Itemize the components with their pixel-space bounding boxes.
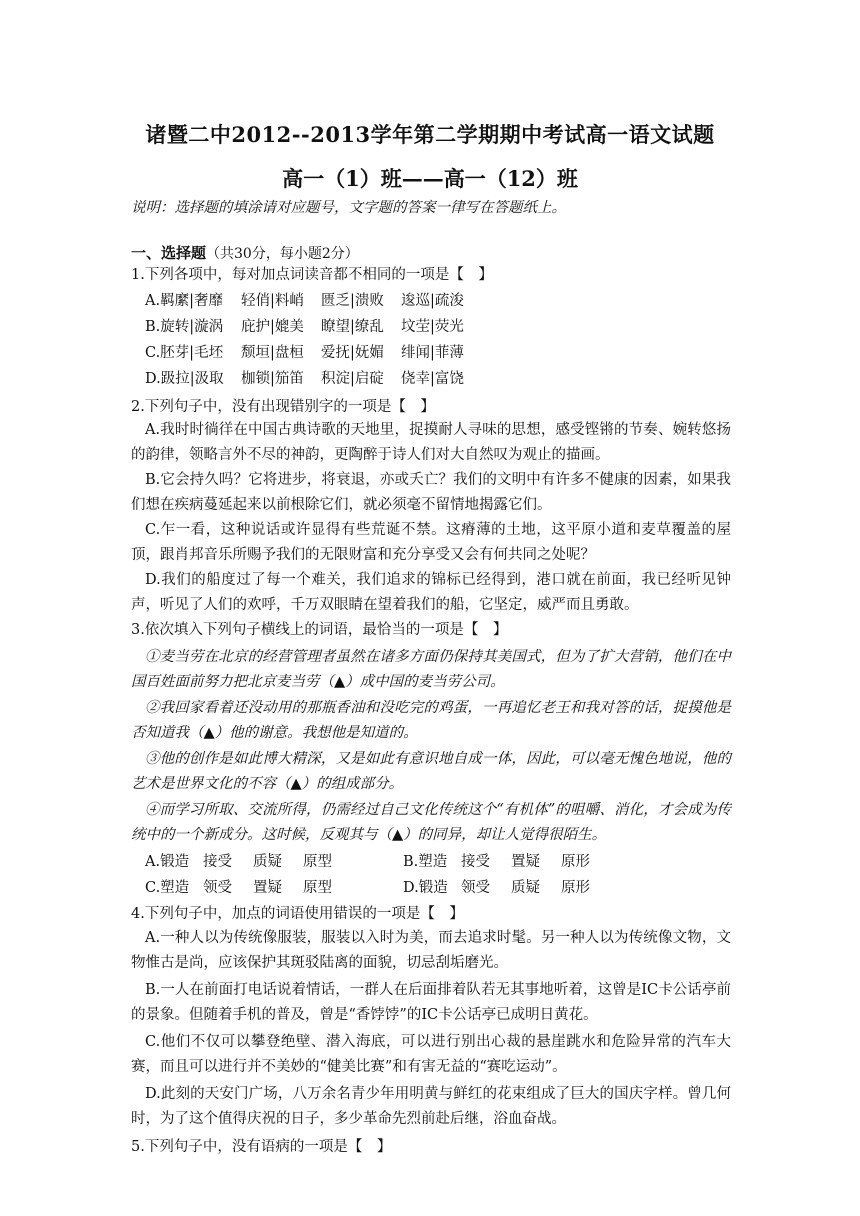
question-2-option-d: D.我们的船度过了每一个难关，我们追求的锦标已经得到，港口就在前面，我已经听见钟声，听见了人们的欢呼，千万双眼睛在望着我们的船，它坚定，威严而且勇敢。 <box>131 572 731 613</box>
choice-word: 质疑 <box>511 880 540 896</box>
choice-word: 原形 <box>561 880 590 896</box>
page-subtitle: 高一（1）班——高一（12）班 <box>282 166 578 191</box>
question-5-stem: 5.下列句子中，没有语病的一项是【 】 <box>131 1139 392 1155</box>
choice-word: 原形 <box>561 854 590 870</box>
option-pair: 侥幸|富饶 <box>401 371 464 387</box>
question-3-stem: 3.依次填入下列句子横线上的词语，最恰当的一项是【 】 <box>131 622 508 638</box>
choice-word: 接受 <box>461 854 490 870</box>
option-pair: 匮乏|溃败 <box>321 293 384 309</box>
question-4-option-d: D.此刻的天安门广场，八万余名青少年用明黄与鲜红的花束组成了巨大的国庆字样。曾几何时，为了这个值得庆祝的日子，多少革命先烈前赴后继，浴血奋战。 <box>131 1086 731 1127</box>
question-4-option-c: C.他们不仅可以攀登绝壁、潜入海底，可以进行别出心裁的悬崖跳水和危险异常的汽车大赛，而且可以进行并不美妙的“健美比赛”和有害无益的“赛吃运动”。 <box>131 1034 731 1075</box>
instructions-note: 说明：选择题的填涂请对应题号，文字题的答案一律写在答题纸上。 <box>131 200 566 216</box>
section-note: （共30分，每小题2分） <box>206 246 359 262</box>
question-1-option-d <box>145 368 745 390</box>
question-3-sentence-3: ③他的创作是如此博大精深，又是如此有意识地自成一体，因此，可以毫无愧色地说，他的艺术是世界文化的不容（▲）的组成部分。 <box>131 751 731 792</box>
question-3-sentence-2: ②我回家看着还没动用的那瓶香油和没吃完的鸡蛋，一再追忆老王和我对答的话，捉摸他是否知道我（▲）他的谢意。我想他是知道的。 <box>131 700 731 741</box>
question-2-option-c: C.乍一看，这种说话或许显得有些荒诞不禁。这瘠薄的土地，这平原小道和麦草覆盖的屋顶，跟肖邦音乐所赐予我们的无限财富和充分享受又会有何共同之处呢？ <box>131 522 731 563</box>
option-pair: 坟茔|荧光 <box>401 319 464 335</box>
question-1-option-c <box>145 342 745 364</box>
page-title: 诸暨二中2012--2013学年第二学期期中考试高一语文试题 <box>145 122 715 147</box>
choice-word: 质疑 <box>253 854 282 870</box>
question-1-option-b <box>145 316 745 338</box>
question-3-choices-cd <box>145 877 745 899</box>
option-pair: 枷锁|笳笛 <box>241 371 304 387</box>
question-1-option-a <box>145 290 745 312</box>
option-pair: D.趿拉|汲取 <box>145 371 224 387</box>
section-title: 一、选择题 <box>131 244 207 262</box>
question-1-stem: 1.下列各项中，每对加点词读音都不相同的一项是【 】 <box>131 267 493 283</box>
choice-word: B.塑造 <box>403 854 448 870</box>
option-pair: 瞭望|缭乱 <box>321 319 384 335</box>
question-2-option-a: A.我时时徜徉在中国古典诗歌的天地里，捉摸耐人寻味的思想，感受铿锵的节奏、婉转悠扬的韵律，领略言外不尽的神韵，更陶醉于诗人们对大自然叹为观止的描画。 <box>131 422 731 463</box>
option-pair: 颓垣|盘桓 <box>241 345 304 361</box>
option-pair: 积淀|启碇 <box>321 371 384 387</box>
section-heading <box>131 242 731 265</box>
choice-word: D.锻造 <box>403 880 448 896</box>
option-pair: 绯闻|菲薄 <box>401 345 464 361</box>
option-pair: 爱抚|妩媚 <box>321 345 384 361</box>
option-pair: 庇护|媲美 <box>241 319 304 335</box>
choice-word: A.锻造 <box>145 854 190 870</box>
question-4-stem: 4.下列句子中，加点的词语使用错误的一项是【 】 <box>131 906 464 922</box>
option-pair: B.旋转|漩涡 <box>145 319 224 335</box>
choice-word: 领受 <box>461 880 490 896</box>
question-4-option-b: B.一人在前面打电话说着情话，一群人在后面排着队若无其事地听着，这曾是IC卡公话亭前的景象。但随着手机的普及，曾是“香饽饽”的IC卡公话亭已成明日黄花。 <box>131 982 731 1023</box>
choice-word: 置疑 <box>253 880 282 896</box>
choice-word: 领受 <box>203 880 232 896</box>
option-pair: 逡巡|疏浚 <box>401 293 464 309</box>
option-pair: C.胚芽|毛坯 <box>145 345 224 361</box>
choice-word: C.塑造 <box>145 880 190 896</box>
choice-word: 置疑 <box>511 854 540 870</box>
option-pair: 轻俏|料峭 <box>241 293 304 309</box>
option-pair: A.羁縻|奢靡 <box>145 293 223 309</box>
question-2-stem: 2.下列句子中，没有出现错别字的一项是【 】 <box>131 399 435 415</box>
question-3-sentence-4: ④而学习所取、交流所得，仍需经过自己文化传统这个“有机体”的咀嚼、消化，才会成为传统中的一个新成分。这时候，反观其与（▲）的同异，却让人觉得很陌生。 <box>131 802 731 843</box>
question-4-option-a: A.一种人以为传统像服装，服装以入时为美，而去追求时髦。另一种人以为传统像文物，文物惟古是尚，应该保护其斑驳陆离的面貌，切忌刮垢磨光。 <box>131 930 731 971</box>
question-3-sentence-1: ①麦当劳在北京的经营管理者虽然在诸多方面仍保持其美国式，但为了扩大营销，他们在中国百姓面前努力把北京麦当劳（▲）成中国的麦当劳公司。 <box>131 649 731 690</box>
question-2-option-b: B.它会持久吗？它将进步，将衰退，亦或夭亡？我们的文明中有许多不健康的因素，如果我们想在疾病蔓延起来以前根除它们，就必须毫不留情地揭露它们。 <box>131 472 731 513</box>
choice-word: 原型 <box>303 880 332 896</box>
choice-word: 接受 <box>203 854 232 870</box>
choice-word: 原型 <box>303 854 332 870</box>
question-3-choices-ab <box>145 851 745 873</box>
